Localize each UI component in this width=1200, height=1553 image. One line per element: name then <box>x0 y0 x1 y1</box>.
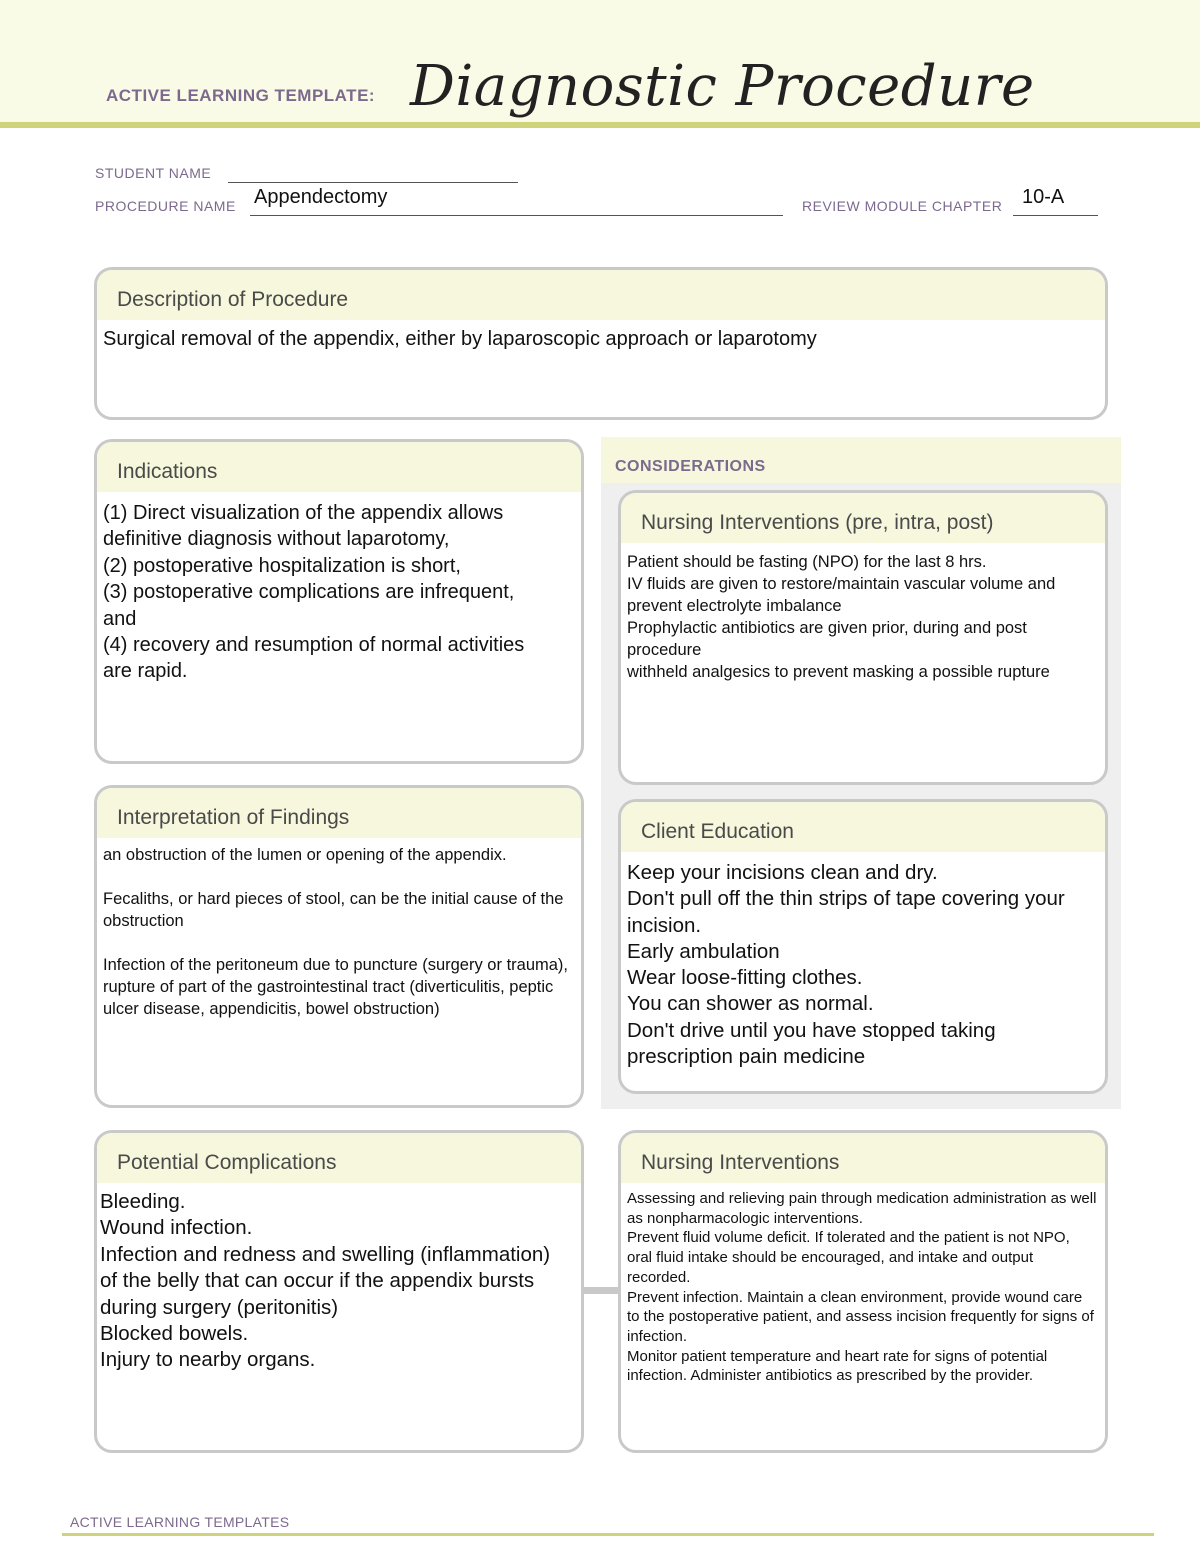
complications-box <box>94 1130 584 1453</box>
nursing-interventions-heading: Nursing Interventions <box>621 1133 1105 1183</box>
client-education-heading: Client Education <box>621 802 1105 852</box>
student-name-label: STUDENT NAME <box>95 165 212 181</box>
client-education-box <box>618 799 1108 1094</box>
complications-text[interactable]: Bleeding. Wound infection. Infection and redness and swelling (inflammation) of the belly that can occur if the appendix bursts during surgery (peritonitis) Blocked bowels. Injury to nearby organs. <box>100 1190 551 1372</box>
nursing-interventions-pre-heading: Nursing Interventions (pre, intra, post) <box>621 493 1105 543</box>
interpretation-text[interactable]: an obstruction of the lumen or opening of the appendix. Fecaliths, or hard pieces of stool, can be the initial cause of the obstruction Infection of the peritoneum due to puncture (surgery or trauma), rupture of part of the gastrointestinal tract (diverticulitis, peptic ulcer disease, appendicitis, bowel obstruction) <box>103 846 568 1018</box>
complications-heading: Potential Complications <box>97 1133 581 1183</box>
procedure-name-value: Appendectomy <box>254 186 388 208</box>
nursing-interventions-box <box>618 1130 1108 1453</box>
nursing-interventions-pre-box <box>618 490 1108 785</box>
description-heading: Description of Procedure <box>97 270 1105 320</box>
nursing-interventions-text[interactable]: Assessing and relieving pain through medication administration as well as nonpharmacologic interventions. Prevent fluid volume deficit. If tolerated and the patient is not NPO, oral fluid intake should be encouraged, and intake and output recorded. Prevent infection. Maintain a clean environment, provide wound care to the postoperative patient, and assess incision frequently for signs of infection. Monitor patient temperature and heart rate for signs of potential infection. Administer antibiotics as prescribed by the provider. <box>627 1190 1097 1385</box>
footer-rule <box>62 1533 1154 1536</box>
procedure-name-label: PROCEDURE NAME <box>95 198 236 214</box>
interpretation-heading: Interpretation of Findings <box>97 788 581 838</box>
description-box <box>94 267 1108 420</box>
page-title: Diagnostic Procedure <box>410 54 1035 119</box>
student-name-field[interactable] <box>228 164 518 183</box>
description-text[interactable]: Surgical removal of the appendix, either by laparoscopic approach or laparotomy <box>103 328 817 350</box>
header-rule <box>0 122 1200 128</box>
footer-label: ACTIVE LEARNING TEMPLATES <box>70 1514 290 1530</box>
template-label: ACTIVE LEARNING TEMPLATE: <box>106 86 376 105</box>
indications-box <box>94 439 584 764</box>
indications-text[interactable]: (1) Direct visualization of the appendix allows definitive diagnosis without laparotomy, (2) postoperative hospitalization is short, (3) postoperative complications are infrequent, and (4) recovery and resumption of normal activities are rapid. <box>103 502 525 683</box>
indications-heading: Indications <box>97 442 581 492</box>
client-education-text[interactable]: Keep your incisions clean and dry. Don't pull off the thin strips of tape covering your incision. Early ambulation Wear loose-fitting clothes. You can shower as normal. Don't drive until you have stopped taking prescription pain medicine <box>627 861 1065 1069</box>
chapter-label: REVIEW MODULE CHAPTER <box>802 198 1003 214</box>
considerations-label: CONSIDERATIONS <box>615 458 766 475</box>
box-connector <box>584 1287 621 1294</box>
chapter-value: 10-A <box>1022 186 1065 208</box>
nursing-interventions-pre-text[interactable]: Patient should be fasting (NPO) for the last 8 hrs. IV fluids are given to restore/maintain vascular volume and prevent electrolyte imbalance Prophylactic antibiotics are given prior, during and post procedure withheld analgesics to prevent masking a possible rupture <box>627 553 1056 681</box>
interpretation-box <box>94 785 584 1108</box>
